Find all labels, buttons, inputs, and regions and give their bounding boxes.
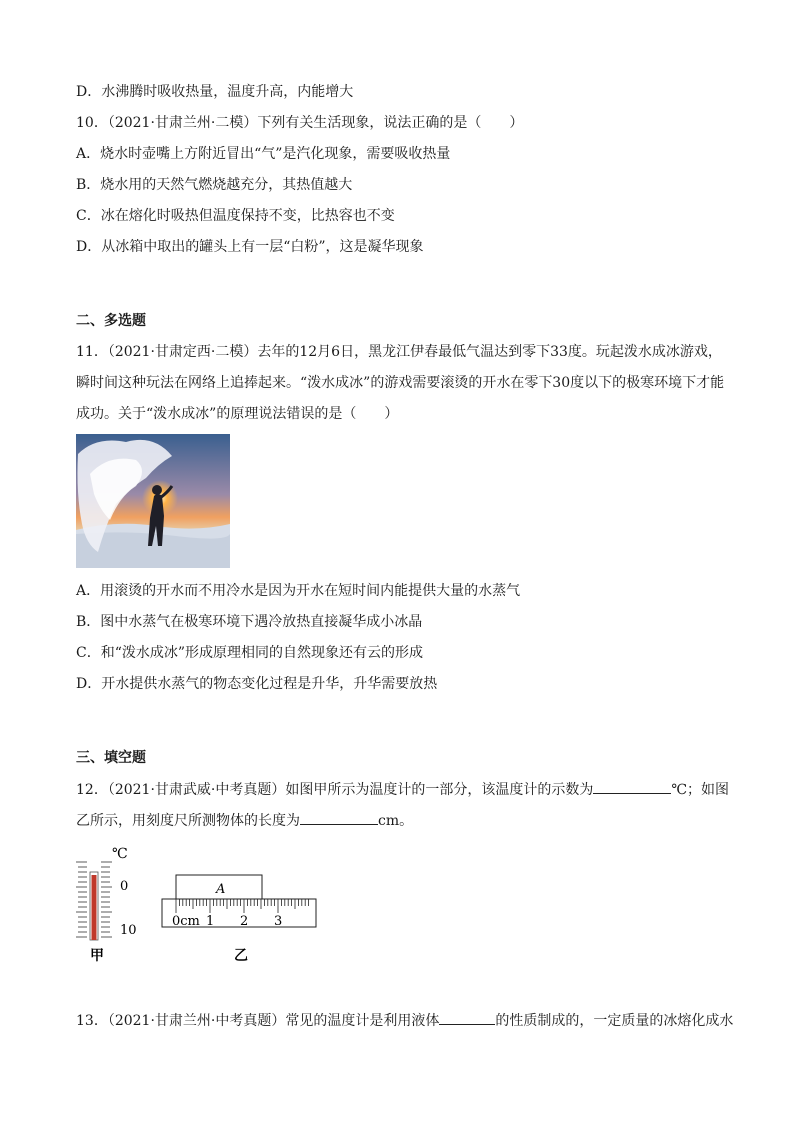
q12-stem-part4: cm。 — [378, 813, 414, 829]
thermo-tick-bottom: 10 — [120, 923, 137, 938]
q13-blank[interactable] — [439, 1010, 495, 1025]
ruler-tick-0: 0cm — [172, 914, 200, 929]
q12-stem-part3: 乙所示，用刻度尺所测物体的长度为 — [76, 813, 300, 829]
section-2-title: 二、多选题 — [76, 313, 146, 329]
ruler-caption: 乙 — [234, 948, 248, 964]
q13-stem-part1: 13．（2021·甘肃兰州·中考真题）常见的温度计是利用液体 — [76, 1013, 440, 1029]
splash-water-photo — [76, 434, 230, 568]
ruler-tick-2: 2 — [240, 914, 249, 929]
q13-stem — [76, 1010, 733, 1031]
q12-figure — [70, 840, 340, 970]
q11-option-b: B．图中水蒸气在极寒环境下遇冷放热直接凝华成小冰晶 — [76, 614, 423, 630]
thermo-unit: ℃ — [112, 846, 128, 862]
q10-option-b: B．烧水用的天然气燃烧越充分，其热值越大 — [76, 177, 353, 193]
q11-option-d: D．开水提供水蒸气的物态变化过程是升华，升华需要放热 — [76, 676, 438, 692]
thermometer-diagram — [76, 846, 137, 964]
thermo-tick-top: 0 — [120, 879, 129, 894]
q12-blank-ruler[interactable] — [300, 810, 378, 825]
q13-stem-part2: 的性质制成的，一定质量的冰熔化成水 — [495, 1013, 734, 1029]
ruler-tick-3: 3 — [274, 914, 283, 929]
ruler-tick-1: 1 — [206, 914, 215, 929]
q11-stem-line3: 成功。关于“泼水成冰”的原理说法错误的是（ ） — [76, 406, 399, 422]
q12-stem-line2 — [76, 810, 413, 831]
ruler-diagram — [162, 875, 316, 964]
q10-stem: 10．（2021·甘肃兰州·二模）下列有关生活现象，说法正确的是（ ） — [76, 115, 524, 131]
q11-stem-line2: 瞬时间这种玩法在网络上追捧起来。“泼水成冰”的游戏需要滚烫的开水在零下30度以下的极寒环境下才能 — [76, 375, 725, 391]
q12-stem-line1 — [76, 779, 729, 800]
q10-option-d: D．从冰箱中取出的罐头上有一层“白粉”，这是凝华现象 — [76, 239, 424, 255]
q10-option-c: C．冰在熔化时吸热但温度保持不变，比热容也不变 — [76, 208, 395, 224]
thermo-caption: 甲 — [90, 948, 104, 964]
q12-blank-thermometer[interactable] — [593, 779, 671, 794]
thermometer-liquid — [92, 875, 97, 940]
q9-option-d: D．水沸腾时吸收热量，温度升高，内能增大 — [76, 84, 354, 100]
q11-option-a: A．用滚烫的开水而不用冷水是因为开水在短时间内能提供大量的水蒸气 — [76, 583, 521, 599]
ruler-object-label: A — [216, 882, 226, 897]
q11-stem-line1: 11．（2021·甘肃定西·二模）去年的12月6日，黑龙江伊春最低气温达到零下33度。玩起泼水成冰游戏， — [76, 344, 722, 360]
section-3-title: 三、填空题 — [76, 750, 146, 766]
q11-option-c: C．和“泼水成冰”形成原理相同的自然现象还有云的形成 — [76, 645, 424, 661]
q10-option-a: A．烧水时壶嘴上方附近冒出“气”是汽化现象，需要吸收热量 — [76, 146, 451, 162]
q12-stem-part2: ℃；如图 — [671, 782, 730, 798]
q12-stem-part1: 12．（2021·甘肃武威·中考真题）如图甲所示为温度计的一部分，该温度计的示数为 — [76, 782, 594, 798]
